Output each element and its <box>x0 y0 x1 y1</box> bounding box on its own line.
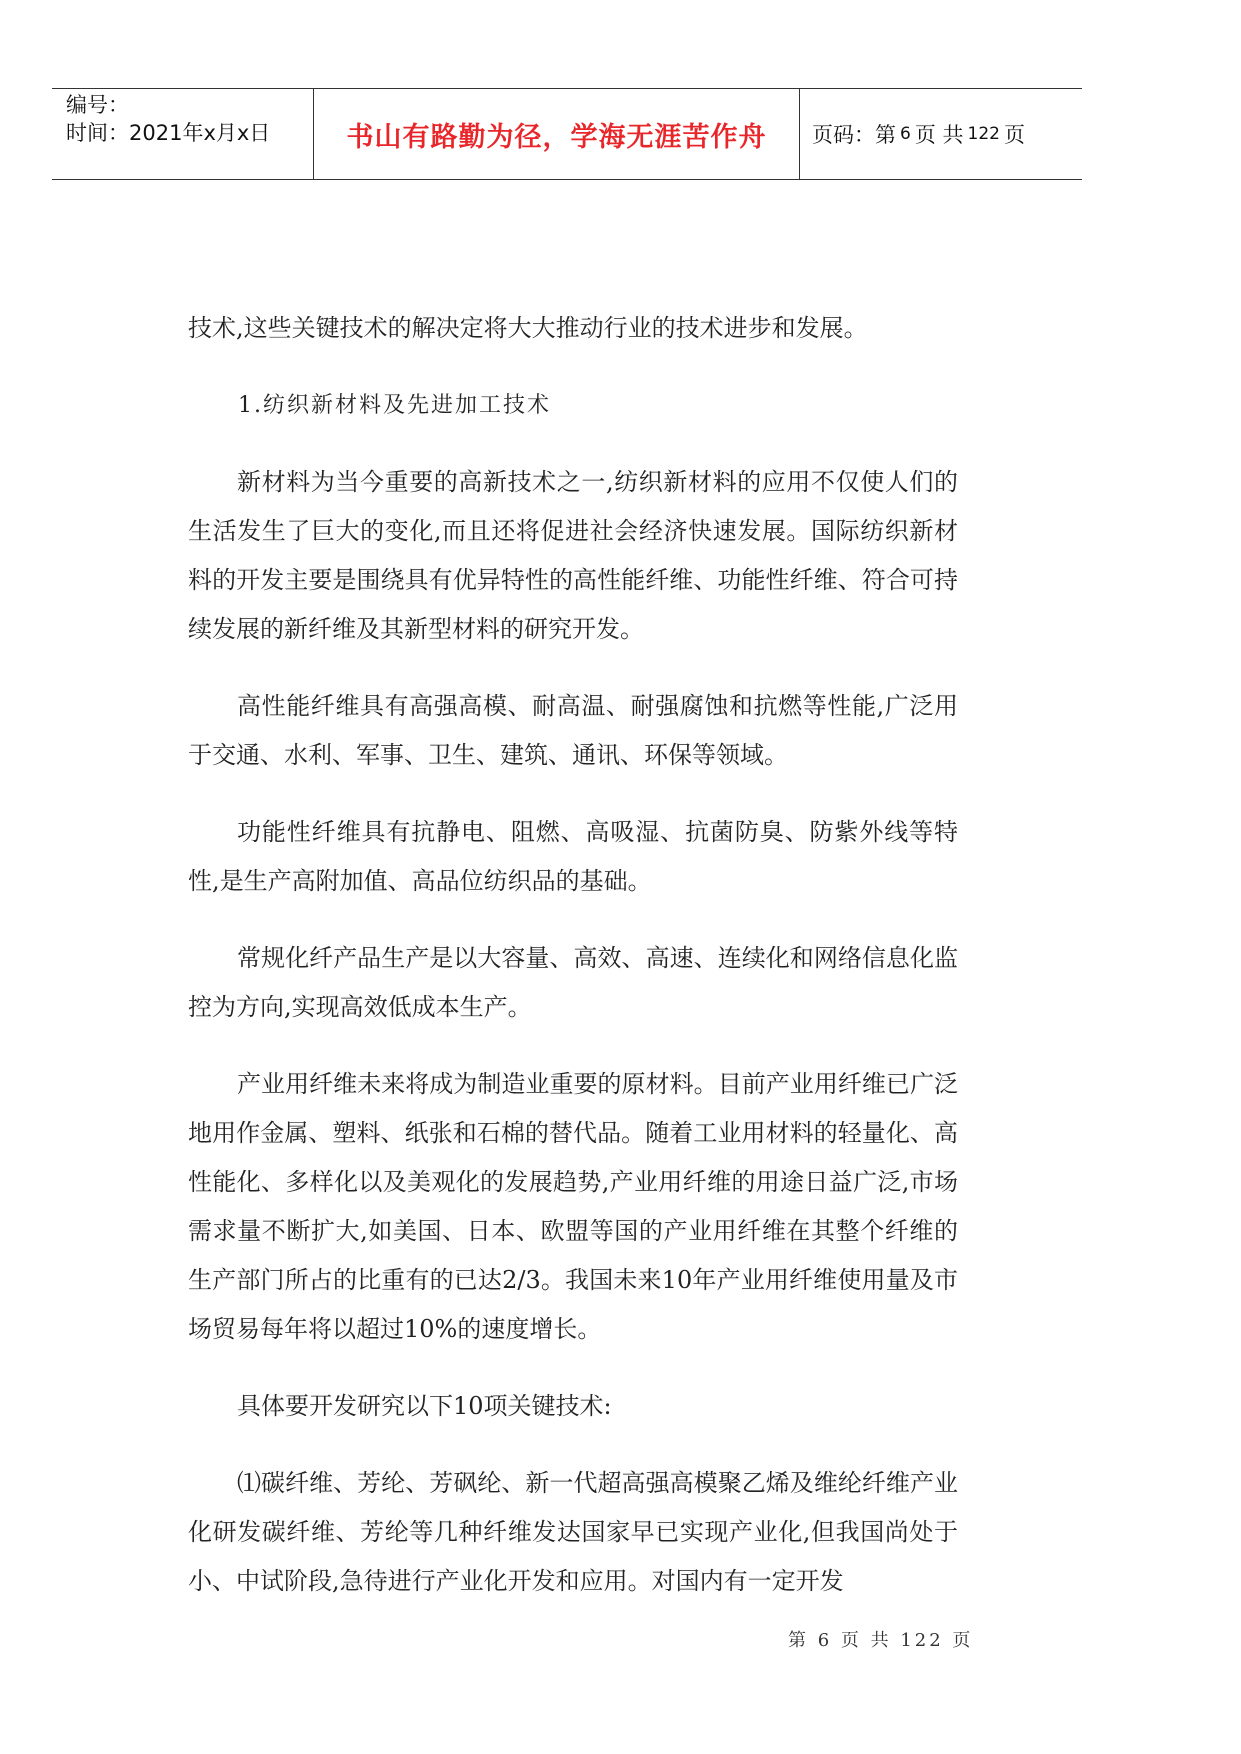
header-page-cell <box>800 89 1082 179</box>
date-label: 时间：2021年x月x日 <box>66 121 271 145</box>
paragraph-functional-fiber: 功能性纤维具有抗静电、阻燃、高吸湿、抗菌防臭、防紫外线等特性,是生产高附加值、高品位纺织品的基础。 <box>188 818 958 895</box>
paragraph-continuation: 技术,这些关键技术的解决定将大大推动行业的技术进步和发展。 <box>188 314 868 342</box>
number-label: 编号： <box>66 93 129 117</box>
document-body <box>188 304 958 1606</box>
section-heading: 1.纺织新材料及先进加工技术 <box>238 393 551 418</box>
paragraph-conventional-fiber: 常规化纤产品生产是以大容量、高效、高速、连续化和网络信息化监控为方向,实现高效低成本生产。 <box>188 944 958 1021</box>
page-mid: 页 共 <box>914 123 964 147</box>
paragraph-carbon-fiber: ⑴碳纤维、芳纶、芳砜纶、新一代超高强高模聚乙烯及维纶纤维产业化研发碳纤维、芳纶等几种纤维发达国家早已实现产业化,但我国尚处于小、中试阶段,急待进行产业化开发和应用。对国内有一定开发 <box>188 1469 958 1595</box>
page-total: 122 <box>967 124 1000 144</box>
page-suffix: 页 <box>1003 123 1025 147</box>
paragraph-key-technologies: 具体要开发研究以下10项关键技术: <box>237 1392 612 1420</box>
motto: 书山有路勤为径，学海无涯苦作舟 <box>346 121 767 153</box>
page-header <box>52 88 1082 180</box>
page-current: 6 <box>900 124 911 144</box>
paragraph-industrial-fiber: 产业用纤维未来将成为制造业重要的原材料。目前产业用纤维已广泛地用作金属、塑料、纸张和石棉的替代品。随着工业用材料的轻量化、高性能化、多样化以及美观化的发展趋势,产业用纤维的用途日益广泛,市场需求量不断扩大,如美国、日本、欧盟等国的产业用纤维在其整个纤维的生产部门所占的比重有的已达2/3。我国未来10年产业用纤维使用量及市场贸易每年将以超过10%的速度增长。 <box>188 1070 958 1343</box>
paragraph-new-materials: 新材料为当今重要的高新技术之一,纺织新材料的应用不仅使人们的生活发生了巨大的变化,而且还将促进社会经济快速发展。国际纺织新材料的开发主要是围绕具有优异特性的高性能纤维、功能性纤维、符合可持续发展的新纤维及其新型材料的研究开发。 <box>188 468 958 643</box>
paragraph-high-performance-fiber: 高性能纤维具有高强高模、耐高温、耐强腐蚀和抗燃等性能,广泛用于交通、水利、军事、卫生、建筑、通讯、环保等领域。 <box>188 692 958 769</box>
page-footer: 第 6 页 共 122 页 <box>788 1630 974 1651</box>
header-meta-cell <box>52 89 314 179</box>
header-motto-cell <box>314 89 800 179</box>
page-prefix: 页码：第 <box>812 123 896 147</box>
